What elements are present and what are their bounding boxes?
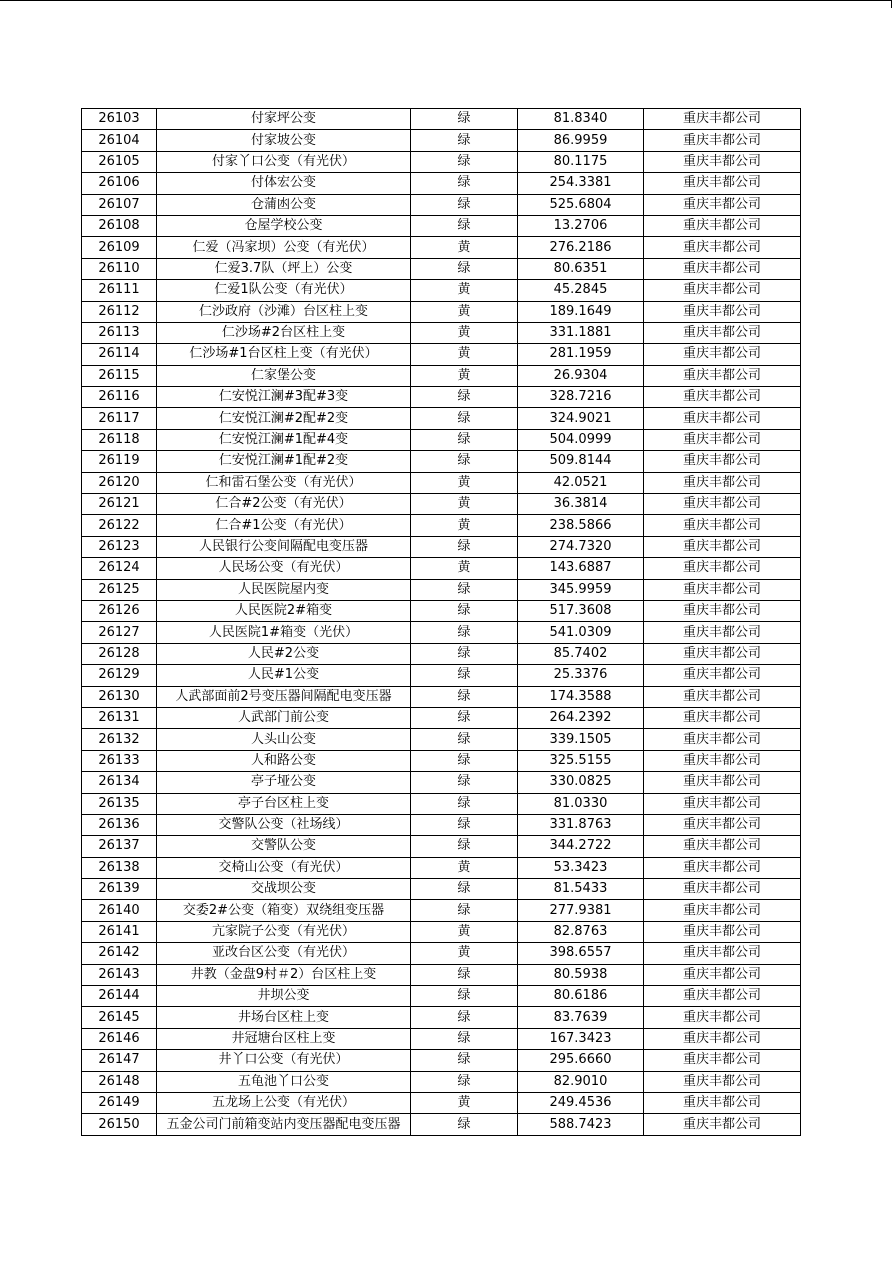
table-row (82, 879, 801, 900)
row-level-cell: 绿 (411, 986, 518, 1007)
row-id-cell: 26129 (82, 665, 157, 686)
row-id-cell: 26133 (82, 750, 157, 771)
row-level-cell: 黄 (411, 921, 518, 942)
row-level-cell: 绿 (411, 130, 518, 151)
row-level-cell: 绿 (411, 879, 518, 900)
row-name-cell: 交委2#公变（箱变）双绕组变压器 (157, 900, 411, 921)
table-row (82, 494, 801, 515)
row-id-cell: 26142 (82, 943, 157, 964)
row-company-cell: 重庆丰都公司 (644, 665, 801, 686)
row-id-cell: 26119 (82, 451, 157, 472)
row-name-cell: 亢家院子公变（有光伏） (157, 921, 411, 942)
row-value-cell: 86.9959 (518, 130, 644, 151)
row-value-cell: 81.8340 (518, 109, 644, 130)
row-level-cell: 绿 (411, 1050, 518, 1071)
row-name-cell: 人民银行公变间隔配电变压器 (157, 536, 411, 557)
row-company-cell: 重庆丰都公司 (644, 943, 801, 964)
row-name-cell: 仓蒲凼公变 (157, 194, 411, 215)
row-company-cell: 重庆丰都公司 (644, 1007, 801, 1028)
row-id-cell: 26130 (82, 686, 157, 707)
row-level-cell: 绿 (411, 793, 518, 814)
row-company-cell: 重庆丰都公司 (644, 258, 801, 279)
row-id-cell: 26106 (82, 173, 157, 194)
row-name-cell: 付体宏公变 (157, 173, 411, 194)
row-level-cell: 绿 (411, 451, 518, 472)
row-level-cell: 绿 (411, 707, 518, 728)
row-level-cell: 黄 (411, 857, 518, 878)
row-name-cell: 井场台区柱上变 (157, 1007, 411, 1028)
row-name-cell: 人和路公变 (157, 750, 411, 771)
row-company-cell: 重庆丰都公司 (644, 408, 801, 429)
row-name-cell: 仁沙政府（沙滩）台区柱上变 (157, 301, 411, 322)
row-value-cell: 174.3588 (518, 686, 644, 707)
row-id-cell: 26144 (82, 986, 157, 1007)
row-value-cell: 344.2722 (518, 836, 644, 857)
row-level-cell: 绿 (411, 109, 518, 130)
row-value-cell: 189.1649 (518, 301, 644, 322)
row-value-cell: 325.5155 (518, 750, 644, 771)
row-company-cell: 重庆丰都公司 (644, 237, 801, 258)
row-id-cell: 26127 (82, 622, 157, 643)
table-row (82, 750, 801, 771)
row-id-cell: 26146 (82, 1028, 157, 1049)
row-id-cell: 26137 (82, 836, 157, 857)
row-id-cell: 26109 (82, 237, 157, 258)
row-name-cell: 亭子台区柱上变 (157, 793, 411, 814)
table-row (82, 793, 801, 814)
row-level-cell: 绿 (411, 215, 518, 236)
row-name-cell: 井冠塘台区柱上变 (157, 1028, 411, 1049)
row-level-cell: 绿 (411, 151, 518, 172)
row-name-cell: 人民#1公变 (157, 665, 411, 686)
row-level-cell: 绿 (411, 173, 518, 194)
row-company-cell: 重庆丰都公司 (644, 879, 801, 900)
row-id-cell: 26121 (82, 494, 157, 515)
row-company-cell: 重庆丰都公司 (644, 1050, 801, 1071)
row-company-cell: 重庆丰都公司 (644, 472, 801, 493)
row-level-cell: 绿 (411, 643, 518, 664)
row-value-cell: 25.3376 (518, 665, 644, 686)
row-level-cell: 绿 (411, 622, 518, 643)
row-id-cell: 26103 (82, 109, 157, 130)
row-value-cell: 345.9959 (518, 579, 644, 600)
row-value-cell: 80.1175 (518, 151, 644, 172)
row-level-cell: 绿 (411, 408, 518, 429)
row-value-cell: 254.3381 (518, 173, 644, 194)
row-name-cell: 仁和雷石堡公变（有光伏） (157, 472, 411, 493)
table-row (82, 258, 801, 279)
row-name-cell: 五金公司门前箱变站内变压器配电变压器 (157, 1114, 411, 1135)
table-row (82, 280, 801, 301)
row-name-cell: 人民医院1#箱变（光伏） (157, 622, 411, 643)
table-row (82, 322, 801, 343)
row-company-cell: 重庆丰都公司 (644, 643, 801, 664)
row-name-cell: 人民医院屋内变 (157, 579, 411, 600)
row-company-cell: 重庆丰都公司 (644, 772, 801, 793)
row-company-cell: 重庆丰都公司 (644, 986, 801, 1007)
row-id-cell: 26110 (82, 258, 157, 279)
row-name-cell: 井坝公变 (157, 986, 411, 1007)
row-company-cell: 重庆丰都公司 (644, 814, 801, 835)
row-level-cell: 黄 (411, 515, 518, 536)
row-company-cell: 重庆丰都公司 (644, 429, 801, 450)
row-value-cell: 541.0309 (518, 622, 644, 643)
row-level-cell: 绿 (411, 1007, 518, 1028)
row-level-cell: 绿 (411, 600, 518, 621)
row-id-cell: 26141 (82, 921, 157, 942)
row-level-cell: 黄 (411, 280, 518, 301)
row-company-cell: 重庆丰都公司 (644, 365, 801, 386)
row-id-cell: 26148 (82, 1071, 157, 1092)
row-name-cell: 仁爱1队公变（有光伏） (157, 280, 411, 301)
row-name-cell: 仁安悦江澜#1配#2变 (157, 451, 411, 472)
row-name-cell: 仁沙场#1台区柱上变（有光伏） (157, 344, 411, 365)
row-value-cell: 80.6351 (518, 258, 644, 279)
row-id-cell: 26113 (82, 322, 157, 343)
row-id-cell: 26111 (82, 280, 157, 301)
row-level-cell: 绿 (411, 1028, 518, 1049)
row-value-cell: 588.7423 (518, 1114, 644, 1135)
row-level-cell: 绿 (411, 729, 518, 750)
table-row (82, 729, 801, 750)
row-name-cell: 仁爱（冯家坝）公变（有光伏） (157, 237, 411, 258)
row-company-cell: 重庆丰都公司 (644, 729, 801, 750)
row-id-cell: 26126 (82, 600, 157, 621)
row-company-cell: 重庆丰都公司 (644, 686, 801, 707)
row-value-cell: 81.5433 (518, 879, 644, 900)
row-id-cell: 26104 (82, 130, 157, 151)
row-value-cell: 331.8763 (518, 814, 644, 835)
row-id-cell: 26124 (82, 558, 157, 579)
row-company-cell: 重庆丰都公司 (644, 622, 801, 643)
table-row (82, 515, 801, 536)
row-id-cell: 26132 (82, 729, 157, 750)
row-value-cell: 81.0330 (518, 793, 644, 814)
row-value-cell: 143.6887 (518, 558, 644, 579)
row-value-cell: 167.3423 (518, 1028, 644, 1049)
row-name-cell: 交警队公变（社场线） (157, 814, 411, 835)
row-value-cell: 80.5938 (518, 964, 644, 985)
row-name-cell: 仁安悦江澜#2配#2变 (157, 408, 411, 429)
row-value-cell: 281.1959 (518, 344, 644, 365)
table-row (82, 558, 801, 579)
row-id-cell: 26105 (82, 151, 157, 172)
row-company-cell: 重庆丰都公司 (644, 494, 801, 515)
row-level-cell: 黄 (411, 237, 518, 258)
row-name-cell: 仓屋学校公变 (157, 215, 411, 236)
table-row (82, 900, 801, 921)
table-row (82, 215, 801, 236)
table-row (82, 151, 801, 172)
table-row (82, 429, 801, 450)
row-value-cell: 330.0825 (518, 772, 644, 793)
page-top-rule (0, 0, 892, 1)
table-row (82, 686, 801, 707)
row-company-cell: 重庆丰都公司 (644, 836, 801, 857)
row-name-cell: 付家坡公变 (157, 130, 411, 151)
row-name-cell: 人头山公变 (157, 729, 411, 750)
table-row (82, 408, 801, 429)
row-id-cell: 26136 (82, 814, 157, 835)
row-value-cell: 525.6804 (518, 194, 644, 215)
row-name-cell: 井教（金盘9村＃2）台区柱上变 (157, 964, 411, 985)
table-row (82, 1092, 801, 1113)
row-id-cell: 26122 (82, 515, 157, 536)
row-value-cell: 42.0521 (518, 472, 644, 493)
row-value-cell: 36.3814 (518, 494, 644, 515)
row-id-cell: 26150 (82, 1114, 157, 1135)
row-id-cell: 26108 (82, 215, 157, 236)
table-row (82, 707, 801, 728)
row-company-cell: 重庆丰都公司 (644, 1071, 801, 1092)
table-row (82, 836, 801, 857)
table-row (82, 344, 801, 365)
row-company-cell: 重庆丰都公司 (644, 900, 801, 921)
row-id-cell: 26123 (82, 536, 157, 557)
row-company-cell: 重庆丰都公司 (644, 600, 801, 621)
row-company-cell: 重庆丰都公司 (644, 515, 801, 536)
row-level-cell: 绿 (411, 836, 518, 857)
row-id-cell: 26138 (82, 857, 157, 878)
row-name-cell: 交战坝公变 (157, 879, 411, 900)
row-level-cell: 黄 (411, 322, 518, 343)
row-value-cell: 82.9010 (518, 1071, 644, 1092)
row-level-cell: 绿 (411, 387, 518, 408)
row-value-cell: 13.2706 (518, 215, 644, 236)
table-row (82, 622, 801, 643)
row-name-cell: 五龙场上公变（有光伏） (157, 1092, 411, 1113)
row-id-cell: 26145 (82, 1007, 157, 1028)
table-row (82, 194, 801, 215)
row-value-cell: 339.1505 (518, 729, 644, 750)
row-company-cell: 重庆丰都公司 (644, 215, 801, 236)
table-row (82, 451, 801, 472)
row-id-cell: 26135 (82, 793, 157, 814)
row-level-cell: 黄 (411, 301, 518, 322)
table-row (82, 665, 801, 686)
row-id-cell: 26117 (82, 408, 157, 429)
row-value-cell: 26.9304 (518, 365, 644, 386)
row-company-cell: 重庆丰都公司 (644, 280, 801, 301)
row-level-cell: 绿 (411, 750, 518, 771)
row-level-cell: 绿 (411, 1114, 518, 1135)
row-name-cell: 五龟池丫口公变 (157, 1071, 411, 1092)
row-level-cell: 绿 (411, 686, 518, 707)
row-id-cell: 26128 (82, 643, 157, 664)
row-id-cell: 26116 (82, 387, 157, 408)
row-level-cell: 黄 (411, 943, 518, 964)
table-row (82, 1114, 801, 1135)
row-level-cell: 绿 (411, 964, 518, 985)
transformer-table (81, 108, 801, 1136)
row-company-cell: 重庆丰都公司 (644, 387, 801, 408)
row-name-cell: 人民医院2#箱变 (157, 600, 411, 621)
table-row (82, 130, 801, 151)
row-name-cell: 仁爱3.7队（坪上）公变 (157, 258, 411, 279)
row-level-cell: 黄 (411, 472, 518, 493)
row-value-cell: 328.7216 (518, 387, 644, 408)
table-row (82, 986, 801, 1007)
row-name-cell: 人民场公变（有光伏） (157, 558, 411, 579)
row-name-cell: 仁家堡公变 (157, 365, 411, 386)
row-company-cell: 重庆丰都公司 (644, 194, 801, 215)
row-level-cell: 绿 (411, 814, 518, 835)
row-value-cell: 238.5866 (518, 515, 644, 536)
row-value-cell: 295.6660 (518, 1050, 644, 1071)
row-id-cell: 26107 (82, 194, 157, 215)
row-level-cell: 绿 (411, 579, 518, 600)
row-level-cell: 绿 (411, 665, 518, 686)
row-value-cell: 331.1881 (518, 322, 644, 343)
row-company-cell: 重庆丰都公司 (644, 536, 801, 557)
row-company-cell: 重庆丰都公司 (644, 1092, 801, 1113)
table-row (82, 387, 801, 408)
table-row (82, 921, 801, 942)
row-level-cell: 绿 (411, 900, 518, 921)
row-id-cell: 26149 (82, 1092, 157, 1113)
row-id-cell: 26143 (82, 964, 157, 985)
row-value-cell: 80.6186 (518, 986, 644, 1007)
row-company-cell: 重庆丰都公司 (644, 130, 801, 151)
row-name-cell: 仁合#1公变（有光伏） (157, 515, 411, 536)
row-company-cell: 重庆丰都公司 (644, 173, 801, 194)
row-id-cell: 26147 (82, 1050, 157, 1071)
row-name-cell: 井丫口公变（有光伏） (157, 1050, 411, 1071)
table-row (82, 237, 801, 258)
row-company-cell: 重庆丰都公司 (644, 151, 801, 172)
table-row (82, 1007, 801, 1028)
row-value-cell: 504.0999 (518, 429, 644, 450)
row-name-cell: 仁沙场#2台区柱上变 (157, 322, 411, 343)
row-value-cell: 324.9021 (518, 408, 644, 429)
row-company-cell: 重庆丰都公司 (644, 579, 801, 600)
row-level-cell: 绿 (411, 536, 518, 557)
row-id-cell: 26134 (82, 772, 157, 793)
row-value-cell: 509.8144 (518, 451, 644, 472)
row-company-cell: 重庆丰都公司 (644, 322, 801, 343)
row-id-cell: 26115 (82, 365, 157, 386)
row-name-cell: 付家坪公变 (157, 109, 411, 130)
row-value-cell: 276.2186 (518, 237, 644, 258)
row-value-cell: 249.4536 (518, 1092, 644, 1113)
row-id-cell: 26139 (82, 879, 157, 900)
row-id-cell: 26140 (82, 900, 157, 921)
row-name-cell: 亚改台区公变（有光伏） (157, 943, 411, 964)
row-value-cell: 83.7639 (518, 1007, 644, 1028)
row-level-cell: 绿 (411, 429, 518, 450)
table-row (82, 814, 801, 835)
table-row (82, 536, 801, 557)
table-row (82, 1028, 801, 1049)
table-row (82, 301, 801, 322)
table-row (82, 772, 801, 793)
row-id-cell: 26114 (82, 344, 157, 365)
row-level-cell: 黄 (411, 1092, 518, 1113)
table-row (82, 579, 801, 600)
row-name-cell: 仁安悦江澜#3配#3变 (157, 387, 411, 408)
row-value-cell: 517.3608 (518, 600, 644, 621)
row-name-cell: 交椅山公变（有光伏） (157, 857, 411, 878)
row-value-cell: 264.2392 (518, 707, 644, 728)
row-name-cell: 人武部面前2号变压器间隔配电变压器 (157, 686, 411, 707)
row-level-cell: 黄 (411, 344, 518, 365)
row-company-cell: 重庆丰都公司 (644, 301, 801, 322)
row-company-cell: 重庆丰都公司 (644, 558, 801, 579)
row-value-cell: 45.2845 (518, 280, 644, 301)
table-row (82, 109, 801, 130)
row-company-cell: 重庆丰都公司 (644, 964, 801, 985)
row-name-cell: 人武部门前公变 (157, 707, 411, 728)
table-row (82, 643, 801, 664)
row-name-cell: 仁合#2公变（有光伏） (157, 494, 411, 515)
row-value-cell: 274.7320 (518, 536, 644, 557)
row-company-cell: 重庆丰都公司 (644, 857, 801, 878)
row-level-cell: 黄 (411, 494, 518, 515)
row-name-cell: 亭子垭公变 (157, 772, 411, 793)
table-body (82, 109, 801, 1136)
row-id-cell: 26118 (82, 429, 157, 450)
row-company-cell: 重庆丰都公司 (644, 1114, 801, 1135)
table-row (82, 943, 801, 964)
row-name-cell: 人民#2公变 (157, 643, 411, 664)
row-level-cell: 绿 (411, 772, 518, 793)
row-level-cell: 绿 (411, 194, 518, 215)
row-value-cell: 398.6557 (518, 943, 644, 964)
row-company-cell: 重庆丰都公司 (644, 451, 801, 472)
table-row (82, 857, 801, 878)
row-level-cell: 黄 (411, 558, 518, 579)
row-company-cell: 重庆丰都公司 (644, 1028, 801, 1049)
row-value-cell: 82.8763 (518, 921, 644, 942)
table-row (82, 472, 801, 493)
table-row (82, 964, 801, 985)
row-company-cell: 重庆丰都公司 (644, 750, 801, 771)
row-name-cell: 付家丫口公变（有光伏） (157, 151, 411, 172)
row-company-cell: 重庆丰都公司 (644, 707, 801, 728)
row-level-cell: 黄 (411, 365, 518, 386)
row-id-cell: 26131 (82, 707, 157, 728)
table-row (82, 1050, 801, 1071)
row-level-cell: 绿 (411, 258, 518, 279)
table-row (82, 173, 801, 194)
row-company-cell: 重庆丰都公司 (644, 109, 801, 130)
row-id-cell: 26125 (82, 579, 157, 600)
row-name-cell: 仁安悦江澜#1配#4变 (157, 429, 411, 450)
row-company-cell: 重庆丰都公司 (644, 344, 801, 365)
row-id-cell: 26112 (82, 301, 157, 322)
row-name-cell: 交警队公变 (157, 836, 411, 857)
row-id-cell: 26120 (82, 472, 157, 493)
row-value-cell: 53.3423 (518, 857, 644, 878)
row-level-cell: 绿 (411, 1071, 518, 1092)
row-company-cell: 重庆丰都公司 (644, 921, 801, 942)
table-row (82, 600, 801, 621)
table-row (82, 1071, 801, 1092)
table-row (82, 365, 801, 386)
row-company-cell: 重庆丰都公司 (644, 793, 801, 814)
row-value-cell: 85.7402 (518, 643, 644, 664)
row-value-cell: 277.9381 (518, 900, 644, 921)
